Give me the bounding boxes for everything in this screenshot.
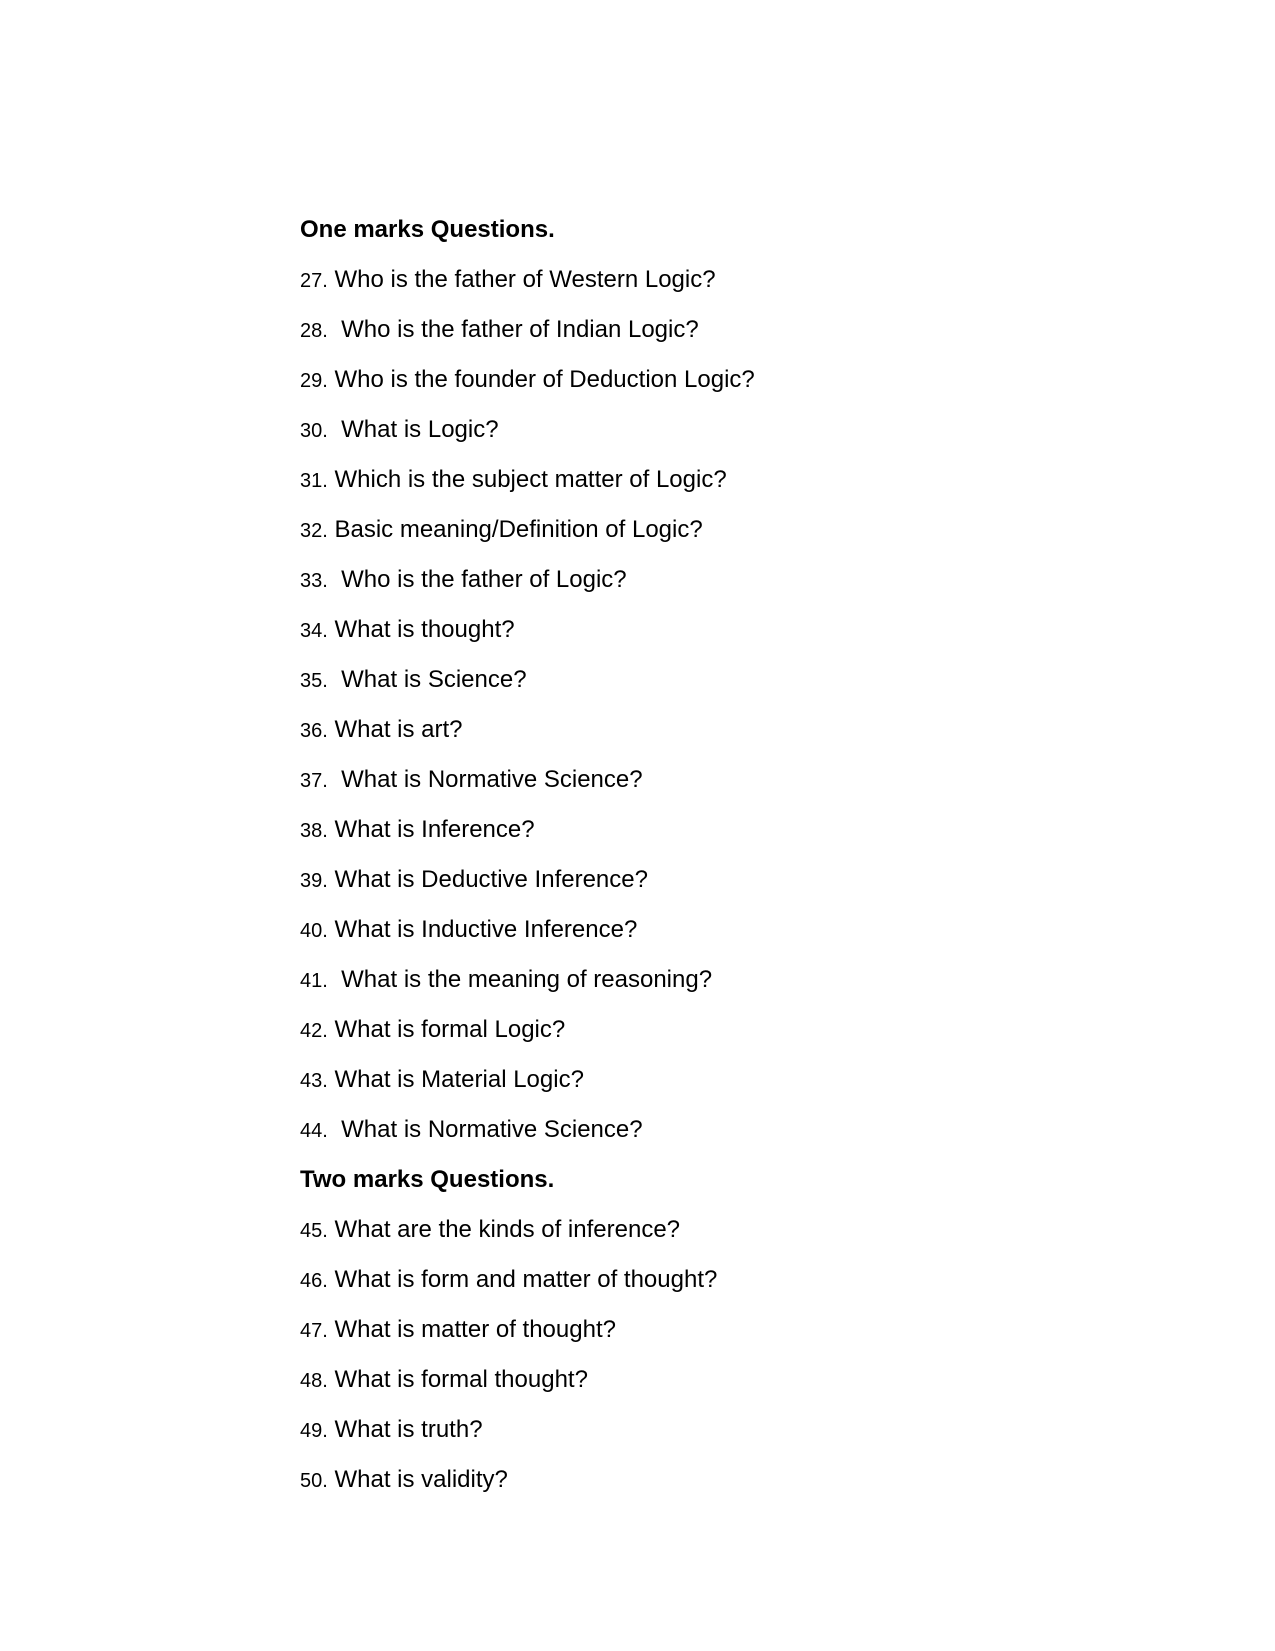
question-number: 44. [300,1120,328,1142]
question-separator [328,566,341,593]
question-item [300,764,1160,814]
question-text: Who is the father of Logic? [341,566,627,593]
question-separator [328,416,341,443]
question-number: 43. [300,1070,328,1092]
question-number: 49. [300,1420,328,1442]
question-text: What is formal thought? [334,1366,588,1393]
question-item [300,714,1160,764]
question-number: 30. [300,420,328,442]
question-text: What is thought? [334,616,515,643]
question-number: 27. [300,270,328,292]
question-text: What is Normative Science? [341,766,643,793]
question-item [300,614,1160,664]
question-number: 46. [300,1270,328,1292]
question-text: What is art? [334,716,463,743]
section-heading: Two marks Questions. [300,1166,555,1193]
question-text: What is truth? [334,1416,483,1443]
question-number: 50. [300,1470,328,1492]
question-item [300,1314,1160,1364]
question-number: 40. [300,920,328,942]
question-number: 31. [300,470,328,492]
question-list [300,1214,1160,1514]
question-item [300,1464,1160,1514]
question-text: What is validity? [334,1466,508,1493]
question-text: Which is the subject matter of Logic? [334,466,727,493]
question-item [300,514,1160,564]
question-item [300,1014,1160,1064]
question-text: Who is the father of Western Logic? [334,266,716,293]
question-text: What is the meaning of reasoning? [341,966,713,993]
question-number: 37. [300,770,328,792]
question-item [300,414,1160,464]
question-text: What is Science? [341,666,527,693]
question-number: 34. [300,620,328,642]
question-number: 47. [300,1320,328,1342]
question-text: What are the kinds of inference? [334,1216,681,1243]
question-text: What is Inductive Inference? [334,916,638,943]
question-number: 29. [300,370,328,392]
question-text: What is Material Logic? [334,1066,584,1093]
question-item [300,1114,1160,1164]
question-number: 33. [300,570,328,592]
question-text: Who is the father of Indian Logic? [341,316,699,343]
question-list [300,264,1160,1164]
question-number: 38. [300,820,328,842]
question-number: 28. [300,320,328,342]
question-item [300,264,1160,314]
question-text: What is formal Logic? [334,1016,566,1043]
question-text: What is Normative Science? [341,1116,643,1143]
question-text: What is Logic? [341,416,499,443]
question-item [300,1064,1160,1114]
question-item [300,914,1160,964]
question-number: 41. [300,970,328,992]
section-heading: One marks Questions. [300,216,555,243]
question-item [300,814,1160,864]
question-item [300,1214,1160,1264]
question-number: 45. [300,1220,328,1242]
question-separator [328,966,341,993]
question-number: 35. [300,670,328,692]
question-list-content [300,214,1160,1514]
question-number: 39. [300,870,328,892]
question-number: 36. [300,720,328,742]
question-item [300,1364,1160,1414]
question-number: 42. [300,1020,328,1042]
question-item [300,314,1160,364]
question-item [300,1264,1160,1314]
question-text: Basic meaning/Definition of Logic? [334,516,703,543]
question-item [300,964,1160,1014]
question-item [300,864,1160,914]
question-number: 48. [300,1370,328,1392]
question-text: What is matter of thought? [334,1316,616,1343]
question-separator [328,1116,341,1143]
question-separator [328,766,341,793]
question-separator [328,316,341,343]
question-item [300,564,1160,614]
question-separator [328,666,341,693]
question-item [300,1414,1160,1464]
question-text: What is Deductive Inference? [334,866,648,893]
question-item [300,364,1160,414]
question-item [300,464,1160,514]
question-item [300,664,1160,714]
question-text: Who is the founder of Deduction Logic? [334,366,755,393]
question-number: 32. [300,520,328,542]
question-text: What is Inference? [334,816,535,843]
question-text: What is form and matter of thought? [334,1266,718,1293]
